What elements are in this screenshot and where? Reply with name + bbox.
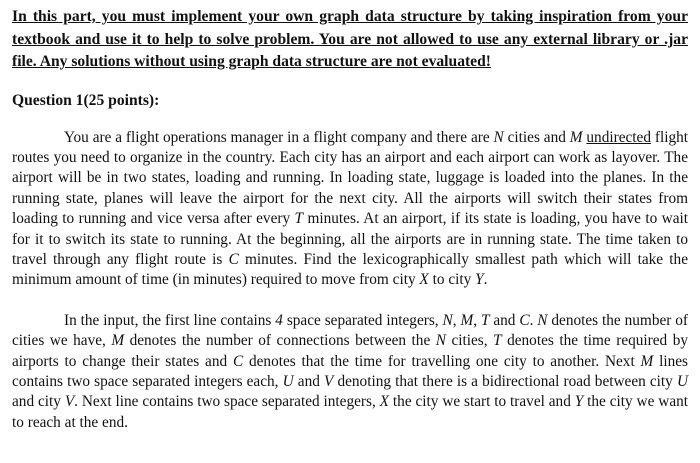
variable-t: T [294,210,304,228]
text-run: You are a flight operations manager in a flight company and there are [64,128,494,146]
variable-y: Y [475,271,484,289]
text-run: the city we want to reach at the end. [12,393,689,431]
text-run: cities, [445,332,494,350]
text-run: and [293,372,324,390]
text-run: flight routes you need to organize in the country. Each city has an airport and each airport can work as layover. The airport will be in two states, loading and running. In loading state, luggage is loaded into the planes. In the running state, planes will leave the airport for the next city. All the airports will switch their states from loading to running and vice versa after every [12,128,688,228]
text-run: In the input, the first line contains [64,311,276,329]
text-run: space separated integers, [282,311,443,329]
underlined-undirected: undirected [586,128,651,146]
variable-m: M [460,311,474,329]
variable-c: C [519,311,530,329]
text-run: , [452,311,461,329]
text-run: and [489,311,520,329]
input-description-paragraph [12,311,688,433]
variable-u: U [676,372,688,390]
text-run: . [529,311,538,329]
document-page [12,6,688,433]
text-run: . [483,271,488,289]
text-run: minutes. At an airport, if its state is loading, you have to wait for it to switch its state to running. At the beginning, all the airports are in running state. The time taken to travel through any flight route is [12,210,688,268]
text-run: cities and [503,128,570,146]
variable-c: C [232,352,244,370]
variable-v: V [324,372,334,390]
text-run: denotes the time required by airports to change their states and [12,332,688,370]
text-run: to city [428,271,476,289]
variable-u: U [282,372,294,390]
text-run: denotes the number of connections between the [124,332,436,350]
variable-m: M [640,352,654,370]
implementation-notice: In this part, you must implement your own graph data structure by taking inspiration from your textbook and use it to help to solve problem. You are not allowed to use any external library or .jar file. Any solutions without using graph data structure are not evaluated! [12,8,688,70]
text-run: denoting that there is a bidirectional road between city [333,372,677,390]
question-title: Question 1(25 points): [12,91,160,109]
variable-n: N [493,128,504,146]
text-run: denotes the number of cities we have, [12,311,688,350]
text-run: minutes. Find the lexicographically smallest path which will take the minimum amount of time (in minutes) required to move from city [12,250,688,289]
variable-v: V [64,393,75,411]
variable-n: N [435,332,446,350]
text-run: . Next line contains two space separated integers, [74,393,380,411]
variable-c: C [228,250,239,268]
variable-x: X [419,271,429,289]
number-four: 4 [275,311,283,329]
variable-n: N [442,311,453,329]
variable-y: Y [574,393,584,411]
variable-n: N [537,311,548,329]
text-run: the city we start to travel and [389,393,575,411]
text-run: denotes that the time for travelling one city to another. Next [243,352,641,370]
problem-description-paragraph [12,128,688,291]
text-run: lines contains two space separated integers each, [12,352,688,390]
text-run: , [473,311,481,329]
variable-t: T [480,311,490,329]
variable-t: T [493,332,502,350]
text-run: and city [12,393,65,411]
variable-x: X [379,393,390,411]
variable-m: M [111,332,125,350]
variable-m: M [569,128,583,146]
